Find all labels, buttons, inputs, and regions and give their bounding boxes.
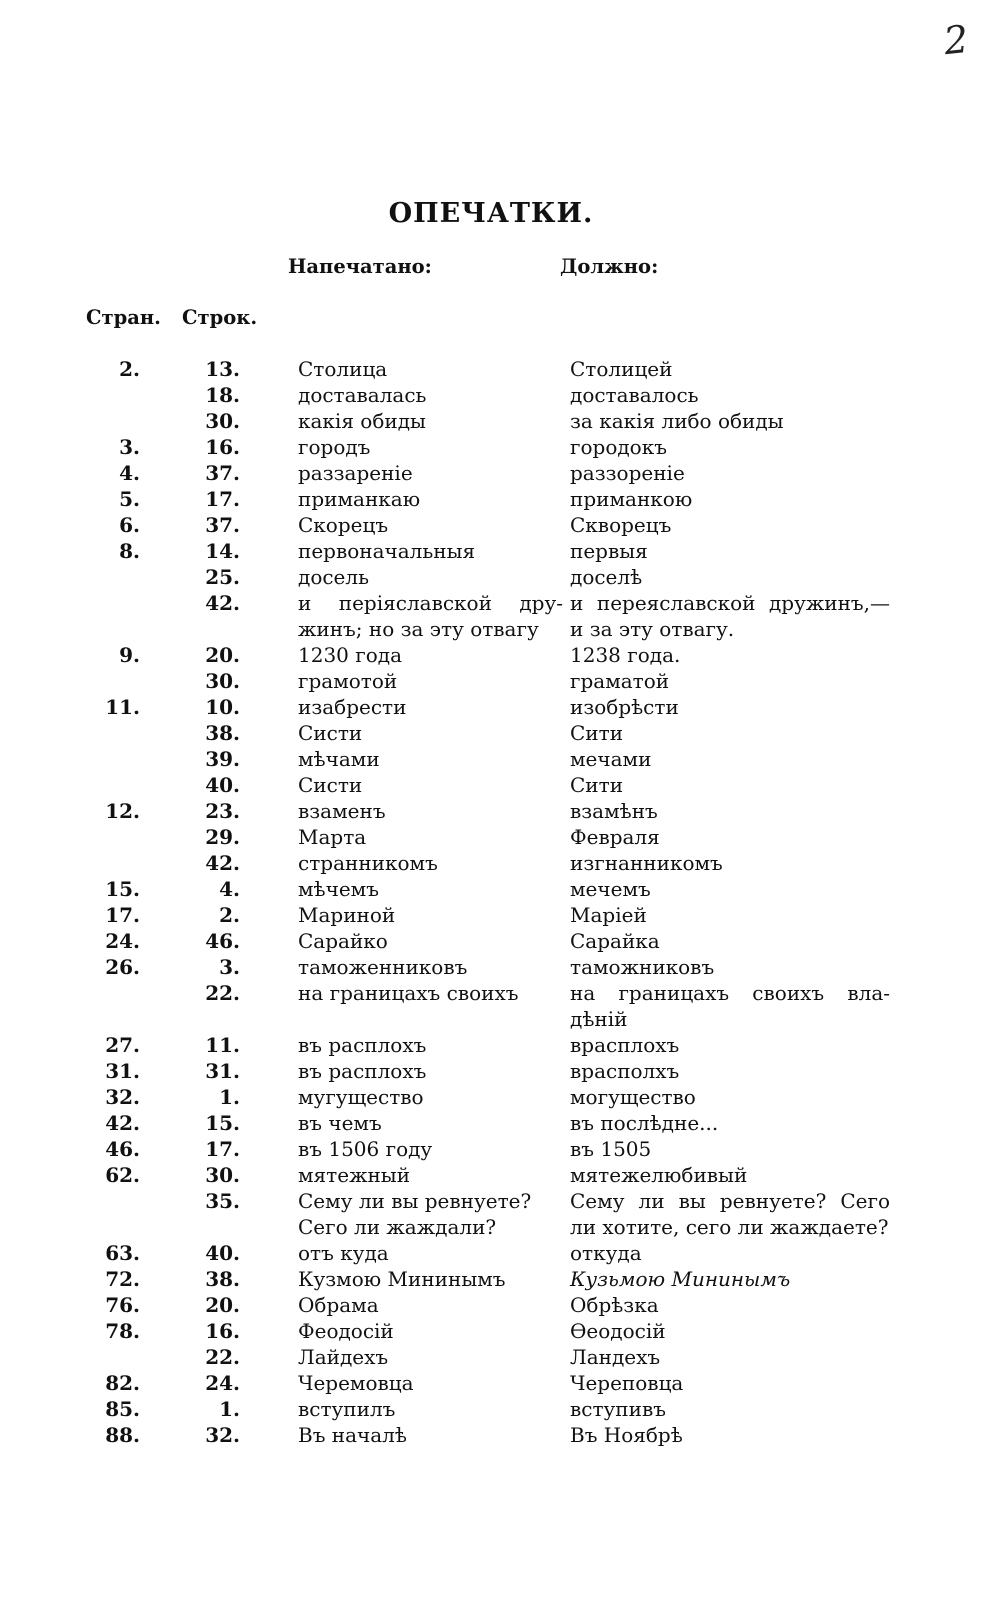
printed-text-line: раззареніе [298, 461, 413, 485]
printed-text-cell [298, 1292, 563, 1318]
page-number-cell: 63. [105, 1241, 140, 1265]
correct-text-cell [570, 1318, 890, 1344]
correct-text-line: Череповца [570, 1371, 684, 1395]
correct-text-line: Сему ли вы ревнуете? Сего [570, 1189, 890, 1213]
table-row [0, 876, 1000, 902]
correct-text-cell [570, 1292, 890, 1318]
line-number-cell: 22. [205, 1345, 240, 1369]
printed-text-cell [298, 980, 563, 1006]
line-number-cell: 46. [205, 929, 240, 953]
table-row [0, 434, 1000, 460]
correct-text-line: врасполхъ [570, 1059, 680, 1083]
printed-text-cell [298, 1422, 563, 1448]
page-number-cell: 32. [105, 1085, 140, 1109]
printed-text-cell [298, 876, 563, 902]
correct-text-cell [570, 1370, 890, 1396]
line-number-cell: 30. [205, 669, 240, 693]
table-row [0, 850, 1000, 876]
page-number-cell: 9. [119, 643, 140, 667]
table-row [0, 642, 1000, 668]
line-number-cell: 23. [205, 799, 240, 823]
page-number-cell: 5. [119, 487, 140, 511]
table-row [0, 824, 1000, 850]
table-row [0, 512, 1000, 538]
printed-text-line: приманкаю [298, 487, 421, 511]
errata-table [0, 356, 1000, 1448]
line-number-cell: 16. [205, 435, 240, 459]
printed-text-line: вступилъ [298, 1397, 396, 1421]
printed-text-cell [298, 486, 563, 512]
printed-text-cell [298, 1188, 563, 1240]
line-number-cell: 42. [205, 851, 240, 875]
correct-text-line: могущество [570, 1085, 696, 1109]
line-number-cell: 4. [219, 877, 240, 901]
printed-text-line: какія обиды [298, 409, 426, 433]
table-row [0, 1240, 1000, 1266]
table-row [0, 382, 1000, 408]
printed-text-cell [298, 824, 563, 850]
correct-text-line: на границахъ своихъ вла- [570, 981, 890, 1005]
printed-text-line: Систи [298, 721, 363, 745]
table-row [0, 668, 1000, 694]
table-row [0, 1058, 1000, 1084]
printed-text-line: мѣчемъ [298, 877, 379, 901]
page-number-cell: 12. [105, 799, 140, 823]
page-title: ОПЕЧАТКИ. [388, 198, 594, 229]
correct-text-cell [570, 954, 890, 980]
table-row [0, 1318, 1000, 1344]
printed-text-cell [298, 694, 563, 720]
header-printed: Напечатано: [288, 255, 432, 278]
header-correct: Должно: [560, 255, 659, 278]
correct-text-line: Ландехъ [570, 1345, 661, 1369]
correct-text-line: доставалось [570, 383, 699, 407]
correct-text-cell [570, 564, 890, 590]
correct-text-line: откуда [570, 1241, 642, 1265]
page-number-cell: 85. [105, 1397, 140, 1421]
page-number: 2 [941, 16, 971, 64]
correct-text-line: Ѳеодосій [570, 1319, 666, 1343]
printed-text-line: въ расплохъ [298, 1059, 427, 1083]
printed-text-cell [298, 1136, 563, 1162]
correct-text-line: за какія либо обиды [570, 409, 784, 433]
correct-text-line: раззореніе [570, 461, 685, 485]
printed-text-cell [298, 564, 563, 590]
printed-text-line: въ расплохъ [298, 1033, 427, 1057]
page-number-cell: 24. [105, 929, 140, 953]
line-number-cell: 11. [205, 1033, 240, 1057]
line-number-cell: 32. [205, 1423, 240, 1447]
line-number-cell: 30. [205, 409, 240, 433]
correct-text-line: въ послѣдне... [570, 1111, 719, 1135]
correct-text-line: ли хотите, сего ли жаждаете? [570, 1215, 889, 1239]
table-row [0, 1188, 1000, 1240]
table-row [0, 590, 1000, 642]
printed-text-cell [298, 928, 563, 954]
page-number-cell: 3. [119, 435, 140, 459]
line-number-cell: 13. [205, 357, 240, 381]
printed-text-cell [298, 1318, 563, 1344]
table-row [0, 1292, 1000, 1318]
correct-text-cell [570, 434, 890, 460]
printed-text-cell [298, 408, 563, 434]
correct-text-line: граматой [570, 669, 670, 693]
correct-text-cell [570, 720, 890, 746]
correct-text-line: мечемъ [570, 877, 651, 901]
correct-text-cell [570, 1344, 890, 1370]
correct-text-line: приманкою [570, 487, 693, 511]
printed-text-line: на границахъ своихъ [298, 981, 519, 1005]
printed-text-line: въ чемъ [298, 1111, 382, 1135]
table-row [0, 928, 1000, 954]
printed-text-cell [298, 1344, 563, 1370]
correct-text-line: Обрѣзка [570, 1293, 659, 1317]
printed-text-line: Столица [298, 357, 388, 381]
printed-text-line: изабрести [298, 695, 407, 719]
correct-text-cell [570, 980, 890, 1032]
printed-text-line: 1230 года [298, 643, 403, 667]
correct-text-line: первыя [570, 539, 648, 563]
line-number-cell: 1. [219, 1397, 240, 1421]
correct-text-cell [570, 1422, 890, 1448]
table-row [0, 1396, 1000, 1422]
printed-text-cell [298, 1162, 563, 1188]
correct-text-line: мечами [570, 747, 652, 771]
printed-text-cell [298, 902, 563, 928]
line-number-cell: 31. [205, 1059, 240, 1083]
printed-text-line: таможенниковъ [298, 955, 468, 979]
line-number-cell: 39. [205, 747, 240, 771]
table-row [0, 1084, 1000, 1110]
table-row [0, 720, 1000, 746]
correct-text-cell [570, 382, 890, 408]
printed-text-line: мятежный [298, 1163, 411, 1187]
printed-text-line: въ 1506 году [298, 1137, 433, 1161]
table-row [0, 1162, 1000, 1188]
line-number-cell: 16. [205, 1319, 240, 1343]
printed-text-line: Мариной [298, 903, 396, 927]
table-row [0, 486, 1000, 512]
table-row [0, 1110, 1000, 1136]
printed-text-line: отъ куда [298, 1241, 389, 1265]
line-number-cell: 25. [205, 565, 240, 589]
line-number-cell: 18. [205, 383, 240, 407]
correct-text-cell [570, 1136, 890, 1162]
correct-text-line: городокъ [570, 435, 667, 459]
correct-text-cell [570, 876, 890, 902]
correct-text-cell [570, 668, 890, 694]
printed-text-cell [298, 1032, 563, 1058]
correct-text-cell [570, 824, 890, 850]
printed-text-cell [298, 590, 563, 642]
correct-text-line: Столицей [570, 357, 673, 381]
correct-text-cell [570, 356, 890, 382]
printed-text-line: странникомъ [298, 851, 438, 875]
page-number-cell: 26. [105, 955, 140, 979]
correct-text-line: Сарайка [570, 929, 660, 953]
correct-text-line: и переяславской дружинъ,— [570, 591, 890, 615]
printed-text-cell [298, 642, 563, 668]
line-number-cell: 24. [205, 1371, 240, 1395]
printed-text-line: мугущество [298, 1085, 424, 1109]
line-number-cell: 17. [205, 1137, 240, 1161]
correct-text-line: Сити [570, 773, 624, 797]
table-row [0, 1032, 1000, 1058]
line-number-cell: 35. [205, 1189, 240, 1213]
printed-text-cell [298, 772, 563, 798]
table-row [0, 1422, 1000, 1448]
correct-text-cell [570, 512, 890, 538]
printed-text-cell [298, 1110, 563, 1136]
page-number-cell: 78. [105, 1319, 140, 1343]
correct-text-cell [570, 928, 890, 954]
correct-text-cell [570, 798, 890, 824]
printed-text-line: Лайдехъ [298, 1345, 389, 1369]
correct-text-line: дѣній [570, 1007, 628, 1031]
correct-text-cell [570, 1240, 890, 1266]
line-number-cell: 30. [205, 1163, 240, 1187]
printed-text-line: мѣчами [298, 747, 380, 771]
table-row [0, 356, 1000, 382]
correct-text-cell [570, 1032, 890, 1058]
table-row [0, 902, 1000, 928]
printed-text-line: доставалась [298, 383, 427, 407]
correct-text-cell [570, 1058, 890, 1084]
printed-text-line: досель [298, 565, 369, 589]
line-number-cell: 38. [205, 721, 240, 745]
line-number-cell: 29. [205, 825, 240, 849]
correct-text-line: Въ Ноябрѣ [570, 1423, 683, 1447]
table-row [0, 954, 1000, 980]
printed-text-line: Феодосій [298, 1319, 394, 1343]
correct-text-line: таможниковъ [570, 955, 715, 979]
printed-text-line: и періяславской дру- [298, 591, 563, 615]
correct-text-cell [570, 642, 890, 668]
table-row [0, 1370, 1000, 1396]
page-number-cell: 17. [105, 903, 140, 927]
correct-text-line: мятежелюбивый [570, 1163, 748, 1187]
table-row [0, 772, 1000, 798]
printed-text-cell [298, 382, 563, 408]
printed-text-line: Въ началѣ [298, 1423, 407, 1447]
correct-text-line: Февраля [570, 825, 660, 849]
page-number-cell: 31. [105, 1059, 140, 1083]
printed-text-line: жинъ; но за эту отвагу [298, 617, 539, 641]
correct-text-cell [570, 1162, 890, 1188]
page-number-cell: 15. [105, 877, 140, 901]
printed-text-line: грамотой [298, 669, 398, 693]
printed-text-line: Скорецъ [298, 513, 389, 537]
page-number-cell: 82. [105, 1371, 140, 1395]
page-number-cell: 42. [105, 1111, 140, 1135]
table-row [0, 1266, 1000, 1292]
correct-text-cell [570, 772, 890, 798]
header-line: Строк. [182, 306, 258, 329]
printed-text-cell [298, 720, 563, 746]
line-number-cell: 38. [205, 1267, 240, 1291]
correct-text-line: изгнанникомъ [570, 851, 723, 875]
line-number-cell: 10. [205, 695, 240, 719]
printed-text-line: Сему ли вы ревнуете? [298, 1189, 532, 1213]
printed-text-line: Сего ли жаждали? [298, 1215, 497, 1239]
correct-text-cell [570, 850, 890, 876]
printed-text-cell [298, 538, 563, 564]
correct-text-line: въ 1505 [570, 1137, 652, 1161]
printed-text-cell [298, 954, 563, 980]
correct-text-line: Кузьмою Мининымъ [570, 1267, 791, 1291]
table-row [0, 538, 1000, 564]
correct-text-cell [570, 694, 890, 720]
printed-text-cell [298, 434, 563, 460]
printed-text-cell [298, 356, 563, 382]
line-number-cell: 17. [205, 487, 240, 511]
printed-text-cell [298, 1396, 563, 1422]
table-row [0, 798, 1000, 824]
page-number-cell: 4. [119, 461, 140, 485]
printed-text-line: Сарайко [298, 929, 388, 953]
line-number-cell: 2. [219, 903, 240, 927]
printed-text-line: городъ [298, 435, 371, 459]
page-number-cell: 88. [105, 1423, 140, 1447]
table-row [0, 408, 1000, 434]
line-number-cell: 15. [205, 1111, 240, 1135]
printed-text-cell [298, 1370, 563, 1396]
line-number-cell: 37. [205, 513, 240, 537]
line-number-cell: 42. [205, 591, 240, 615]
correct-text-line: доселѣ [570, 565, 643, 589]
printed-text-cell [298, 460, 563, 486]
printed-text-cell [298, 1266, 563, 1292]
printed-text-cell [298, 798, 563, 824]
printed-text-line: взаменъ [298, 799, 386, 823]
correct-text-cell [570, 1188, 890, 1240]
printed-text-line: первоначальныя [298, 539, 476, 563]
correct-text-cell [570, 902, 890, 928]
page-number-cell: 72. [105, 1267, 140, 1291]
printed-text-line: Систи [298, 773, 363, 797]
line-number-cell: 3. [219, 955, 240, 979]
page-number-cell: 27. [105, 1033, 140, 1057]
table-row [0, 564, 1000, 590]
page-number-cell: 2. [119, 357, 140, 381]
correct-text-cell [570, 460, 890, 486]
correct-text-line: взамѣнъ [570, 799, 658, 823]
page-number-cell: 8. [119, 539, 140, 563]
table-row [0, 460, 1000, 486]
correct-text-cell [570, 1396, 890, 1422]
header-page: Стран. [86, 306, 161, 329]
line-number-cell: 1. [219, 1085, 240, 1109]
printed-text-cell [298, 1240, 563, 1266]
correct-text-cell [570, 1266, 890, 1292]
correct-text-line: вступивъ [570, 1397, 666, 1421]
correct-text-cell [570, 590, 890, 642]
correct-text-line: Сити [570, 721, 624, 745]
printed-text-line: Марта [298, 825, 367, 849]
printed-text-line: Черемовца [298, 1371, 414, 1395]
line-number-cell: 40. [205, 1241, 240, 1265]
printed-text-line: Кузмою Мининымъ [298, 1267, 506, 1291]
line-number-cell: 40. [205, 773, 240, 797]
correct-text-cell [570, 1110, 890, 1136]
correct-text-cell [570, 486, 890, 512]
line-number-cell: 20. [205, 1293, 240, 1317]
table-row [0, 980, 1000, 1032]
printed-text-cell [298, 512, 563, 538]
correct-text-cell [570, 538, 890, 564]
printed-text-line: Обрама [298, 1293, 379, 1317]
line-number-cell: 37. [205, 461, 240, 485]
correct-text-cell [570, 746, 890, 772]
correct-text-line: Маріей [570, 903, 647, 927]
page-number-cell: 76. [105, 1293, 140, 1317]
correct-text-cell [570, 1084, 890, 1110]
correct-text-line: и за эту отвагу. [570, 617, 735, 641]
printed-text-cell [298, 746, 563, 772]
table-row [0, 1136, 1000, 1162]
correct-text-line: Скворецъ [570, 513, 672, 537]
table-row [0, 746, 1000, 772]
printed-text-cell [298, 668, 563, 694]
table-row [0, 694, 1000, 720]
printed-text-cell [298, 850, 563, 876]
correct-text-cell [570, 408, 890, 434]
line-number-cell: 20. [205, 643, 240, 667]
page-number-cell: 46. [105, 1137, 140, 1161]
page-number-cell: 6. [119, 513, 140, 537]
line-number-cell: 22. [205, 981, 240, 1005]
correct-text-line: изобрѣсти [570, 695, 679, 719]
page-number-cell: 62. [105, 1163, 140, 1187]
printed-text-cell [298, 1058, 563, 1084]
table-row [0, 1344, 1000, 1370]
page-number-cell: 11. [105, 695, 140, 719]
line-number-cell: 14. [205, 539, 240, 563]
correct-text-line: врасплохъ [570, 1033, 680, 1057]
printed-text-cell [298, 1084, 563, 1110]
correct-text-line: 1238 года. [570, 643, 681, 667]
